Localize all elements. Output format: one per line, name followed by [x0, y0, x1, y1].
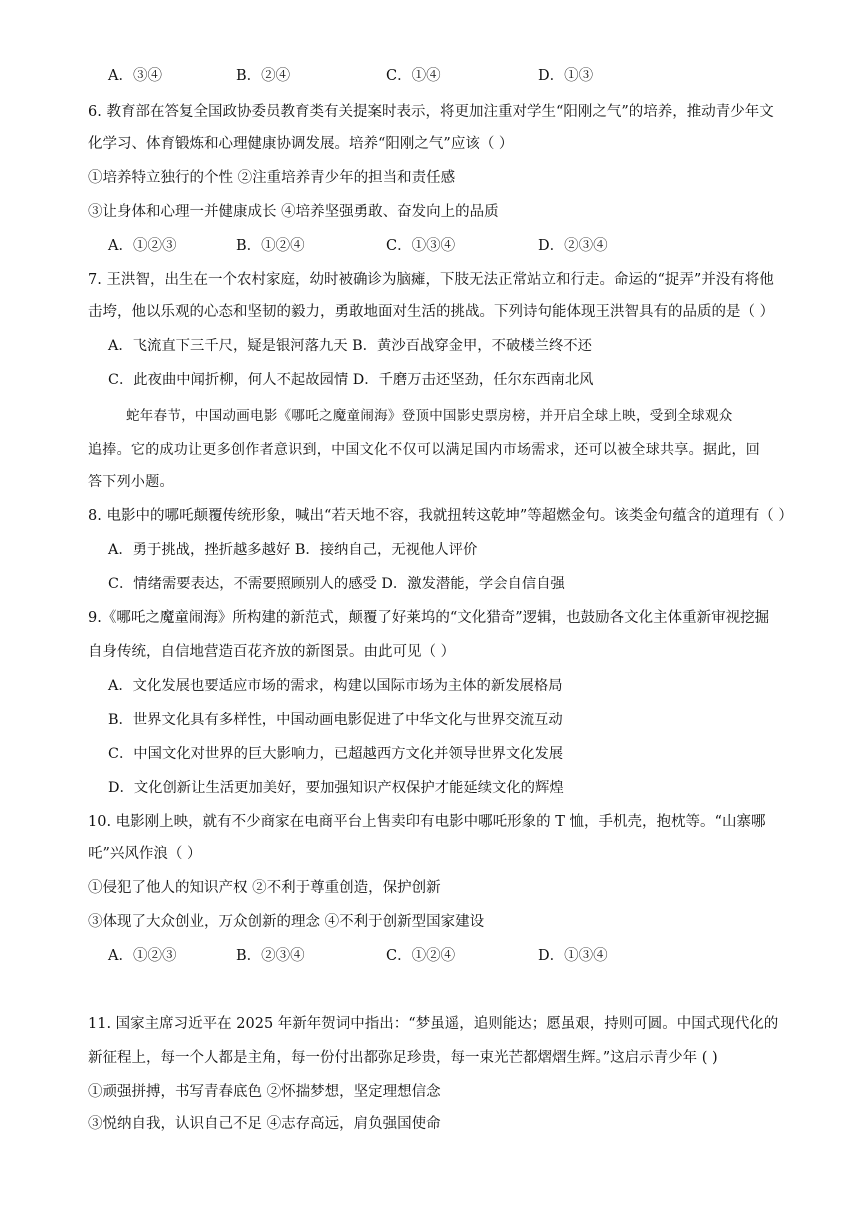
- q9-option-a: A．文化发展也要适应市场的需求，构建以国际市场为主体的新发展格局: [108, 678, 563, 694]
- passage-line3: 答下列小题。: [88, 474, 174, 490]
- q6-option-d: D．②③④: [538, 238, 608, 254]
- q6-stem-line2: 化学习、体育锻炼和心理健康协调发展。培养“阳刚之气”应该（ ）: [88, 136, 514, 152]
- q6-items-line2: ③让身体和心理一并健康成长 ④培养坚强勇敢、奋发向上的品质: [88, 204, 499, 220]
- q5-option-c: C．①④: [386, 68, 441, 84]
- q10-option-a: A．①②③: [108, 948, 177, 964]
- q10-option-b: B．②③④: [236, 948, 305, 964]
- q9-stem-line1: 9.《哪吒之魔童闹海》所构建的新范式，颠覆了好莱坞的“文化猎奇”逻辑，也鼓励各文化主体重新审视挖掘: [88, 610, 770, 626]
- q8-stem: 8. 电影中的哪吒颠覆传统形象，喊出“若天地不容，我就扭转这乾坤”等超燃金句。该类金句蕴含的道理有（ ）: [88, 508, 793, 524]
- q10-stem-line2: 吒”兴风作浪（ ）: [88, 846, 202, 862]
- q10-option-c: C．①②④: [386, 948, 456, 964]
- q5-option-b: B．②④: [236, 68, 291, 84]
- q6-items-line1: ①培养特立独行的个性 ②注重培养青少年的担当和责任感: [88, 170, 456, 186]
- q10-options: [108, 946, 808, 966]
- q9-stem-line2: 自身传统，自信地营造百花齐放的新图景。由此可见（ ）: [88, 644, 456, 660]
- q10-items-line2: ③体现了大众创业，万众创新的理念 ④不利于创新型国家建设: [88, 914, 485, 930]
- q10-stem-line1: 10. 电影刚上映，就有不少商家在电商平台上售卖印有电影中哪吒形象的 T 恤，手机壳，抱枕等。“山寨哪: [88, 814, 766, 830]
- q6-stem-line1: 6. 教育部在答复全国政协委员教育类有关提案时表示，将更加注重对学生“阳刚之气”的培养，推动青少年文: [88, 104, 774, 120]
- q7-options-line2: C．此夜曲中闻折柳，何人不起故园情 D．千磨万击还坚劲，任尔东西南北风: [108, 372, 594, 388]
- q6-option-c: C．①③④: [386, 238, 456, 254]
- q6-option-b: B．①②④: [236, 238, 305, 254]
- q5-options: [108, 66, 808, 86]
- q9-option-d: D．文化创新让生活更加美好，要加强知识产权保护才能延续文化的辉煌: [108, 780, 564, 796]
- q5-option-a: A．③④: [108, 68, 162, 84]
- q7-options-line1: A．飞流直下三千尺，疑是银河落九天 B．黄沙百战穿金甲，不破楼兰终不还: [108, 338, 592, 354]
- q7-stem-line1: 7. 王洪智，出生在一个农村家庭，幼时被确诊为脑瘫，下肢无法正常站立和行走。命运的“捉弄”并没有将他: [88, 272, 774, 288]
- q7-stem-line2: 击垮，他以乐观的心态和坚韧的毅力，勇敢地面对生活的挑战。下列诗句能体现王洪智具有的品质的是（ ）: [88, 304, 775, 320]
- q6-options: [108, 236, 808, 256]
- q8-options-line2: C．情绪需要表达，不需要照顾别人的感受 D．激发潜能，学会自信自强: [108, 576, 565, 592]
- q8-options-line1: A．勇于挑战，挫折越多越好 B．接纳自己，无视他人评价: [108, 542, 478, 558]
- q11-stem-line1: 11. 国家主席习近平在 2025 年新年贺词中指出：“梦虽遥，追则能达；愿虽艰，持则可圆。中国式现代化的: [88, 1016, 779, 1032]
- q6-option-a: A．①②③: [108, 238, 177, 254]
- q5-option-d: D．①③: [538, 68, 594, 84]
- q11-stem-line2: 新征程上，每一个人都是主角，每一份付出都弥足珍贵，每一束光芒都熠熠生辉。”这启示青少年 ( ): [88, 1050, 718, 1066]
- passage-line2: 追捧。它的成功让更多创作者意识到，中国文化不仅可以满足国内市场需求，还可以被全球共享。据此，回: [88, 442, 761, 458]
- q10-items-line1: ①侵犯了他人的知识产权 ②不利于尊重创造，保护创新: [88, 880, 441, 896]
- q11-items-line2: ③悦纳自我，认识自己不足 ④志存高远，肩负强国使命: [88, 1116, 441, 1132]
- q9-option-b: B．世界文化具有多样性，中国动画电影促进了中华文化与世界交流互动: [108, 712, 563, 728]
- passage-line1: 蛇年春节，中国动画电影《哪吒之魔童闹海》登顶中国影史票房榜，并开启全球上映，受到全球观众: [126, 408, 733, 424]
- q10-option-d: D．①③④: [538, 948, 608, 964]
- q9-option-c: C．中国文化对世界的巨大影响力，已超越西方文化并领导世界文化发展: [108, 746, 564, 762]
- q11-items-line1: ①顽强拼搏，书写青春底色 ②怀揣梦想，坚定理想信念: [88, 1084, 441, 1100]
